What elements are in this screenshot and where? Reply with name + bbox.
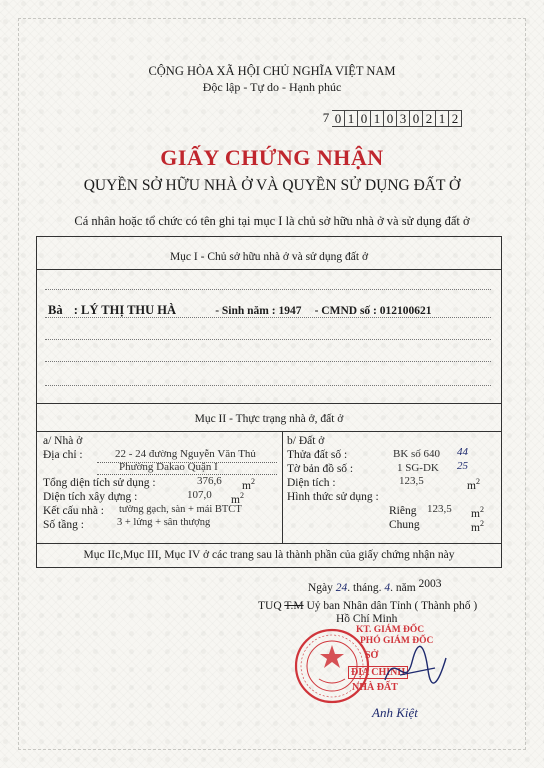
authority-city: Hồ Chí Minh: [336, 613, 398, 625]
floor-area-value: 376,6: [197, 475, 222, 487]
unit-text: m: [467, 479, 476, 492]
floor-area-label: Tổng diện tích sử dụng :: [43, 477, 156, 489]
authority-prefix: TUQ: [258, 600, 282, 612]
shared-label: Chung: [389, 519, 420, 531]
build-area-value: 107,0: [187, 489, 212, 501]
intro-text: Cá nhân hoặc tổ chức có tên ghi tại mục I là chủ sở hữu nhà ở và sử dụng đất ở: [74, 214, 470, 228]
map-value: 1 SG-DK: [397, 462, 439, 474]
stamp-text-3: SỞ: [365, 650, 379, 661]
year-label: năm: [395, 582, 416, 594]
structure-label: Kết cấu nhà :: [43, 505, 104, 517]
build-area-label: Diện tích xây dựng :: [43, 491, 138, 503]
serial-digit: 0: [410, 110, 423, 127]
serial-digit: 0: [358, 110, 371, 127]
main-table: [36, 236, 502, 568]
unit-text: m: [471, 521, 480, 534]
floors-value: 3 + lửng + sân thượng: [117, 517, 211, 528]
owner-id: - CMND số : 012100621: [314, 305, 432, 317]
footnote: Mục IIc,Mục III, Mục IV ở các trang sau là thành phần của giấy chứng nhận này: [83, 549, 455, 561]
dotted-line: [97, 474, 277, 475]
divider: [37, 269, 501, 270]
day-label: Ngày: [308, 582, 333, 594]
section1-heading: Mục I - Chủ sở hữu nhà ở và sử dụng đất ở: [169, 251, 369, 263]
dotted-line: [45, 339, 491, 340]
country-header: CỘNG HÒA XÃ HỘI CHỦ NGHĨA VIỆT NAM: [148, 64, 396, 78]
address-line1: 22 - 24 đường Nguyễn Văn Thủ: [115, 448, 256, 460]
stamp-text-5: NHÀ ĐẤT: [352, 682, 398, 693]
serial-digit: 2: [449, 110, 462, 127]
unit-m2: $m^2$: [231, 491, 244, 506]
stamp-text-1: KT. GIÁM ĐỐC: [356, 625, 425, 635]
motto: Độc lập - Tự do - Hạnh phúc: [202, 80, 342, 94]
divider: [37, 543, 501, 544]
serial-digit: 0: [332, 110, 345, 127]
house-label: a/ Nhà ở: [43, 435, 83, 447]
authority-name: Uỷ ban Nhân dân Tỉnh ( Thành phố ): [306, 600, 478, 612]
document-subtitle: QUYỀN SỞ HỮU NHÀ Ở VÀ QUYỀN SỬ DỤNG ĐẤT Ở: [83, 177, 461, 194]
unit-text: m: [471, 507, 480, 520]
owner-name: : LÝ THỊ THU HÀ: [73, 303, 177, 317]
month-label: tháng: [353, 582, 379, 594]
address-line2: Phường Dakao Quận I: [119, 461, 218, 473]
serial-prefix: 7: [322, 110, 330, 125]
map-label: Tờ bản đồ số :: [287, 463, 354, 475]
serial-digit: 3: [397, 110, 410, 127]
serial-number: [320, 110, 462, 127]
private-label: Riêng: [389, 505, 417, 517]
unit-text: m: [242, 479, 251, 492]
unit-m2: $m^2$: [471, 505, 484, 520]
day-value: 24: [335, 582, 348, 594]
plot-label: Thửa đất số :: [287, 449, 348, 461]
unit-m2: $m^2$: [471, 519, 484, 534]
serial-digit: 1: [345, 110, 358, 127]
serial-digit: 2: [423, 110, 436, 127]
owner-prefix: Bà: [48, 303, 63, 317]
usage-label: Hình thức sử dụng :: [287, 491, 379, 503]
authority-struck: T.M: [284, 600, 304, 612]
authority-line: [258, 600, 477, 612]
stamp-text-4: ĐỊA CHÍNH: [348, 666, 408, 679]
serial-digit: 1: [436, 110, 449, 127]
plot-value: BK số 640: [393, 448, 441, 460]
unit-m2: $m^2$: [467, 477, 480, 492]
serial-digit: 0: [384, 110, 397, 127]
area-value: 123,5: [399, 475, 424, 487]
divider: [37, 403, 501, 404]
dotted-line: [45, 289, 491, 290]
handwritten-signature-icon: [380, 640, 450, 700]
divider: [37, 431, 501, 432]
dotted-line: [45, 385, 491, 386]
stamp-text-2: PHÓ GIÁM ĐỐC: [360, 636, 434, 646]
address-label: Địa chỉ :: [43, 449, 83, 461]
signer-name: Anh Kiệt: [372, 705, 418, 720]
unit-m2: $m^2$: [242, 477, 255, 492]
year-value: 2003: [418, 578, 442, 590]
unit-text: m: [231, 493, 240, 506]
land-label: b/ Đất ở: [287, 435, 325, 447]
document-title: GIẤY CHỨNG NHẬN: [160, 145, 384, 170]
plot-note: 44: [457, 446, 468, 458]
map-note: 25: [457, 460, 468, 472]
area-label: Diện tích :: [287, 477, 336, 489]
owner-row: [48, 303, 432, 318]
owner-birth: - Sinh năm : 1947: [215, 305, 302, 317]
signing-date: Ngày 24. tháng. 4. năm 2003: [308, 578, 442, 594]
private-value: 123,5: [427, 503, 452, 515]
section2-heading: Mục II - Thực trạng nhà ở, đất ở: [194, 413, 344, 425]
column-divider: [282, 431, 283, 543]
dotted-line: [45, 361, 491, 362]
serial-digit: 1: [371, 110, 384, 127]
floors-label: Số tầng :: [43, 519, 84, 531]
structure-value: tường gạch, sàn + mái BTCT: [119, 504, 242, 515]
month-value: 4: [384, 582, 391, 594]
